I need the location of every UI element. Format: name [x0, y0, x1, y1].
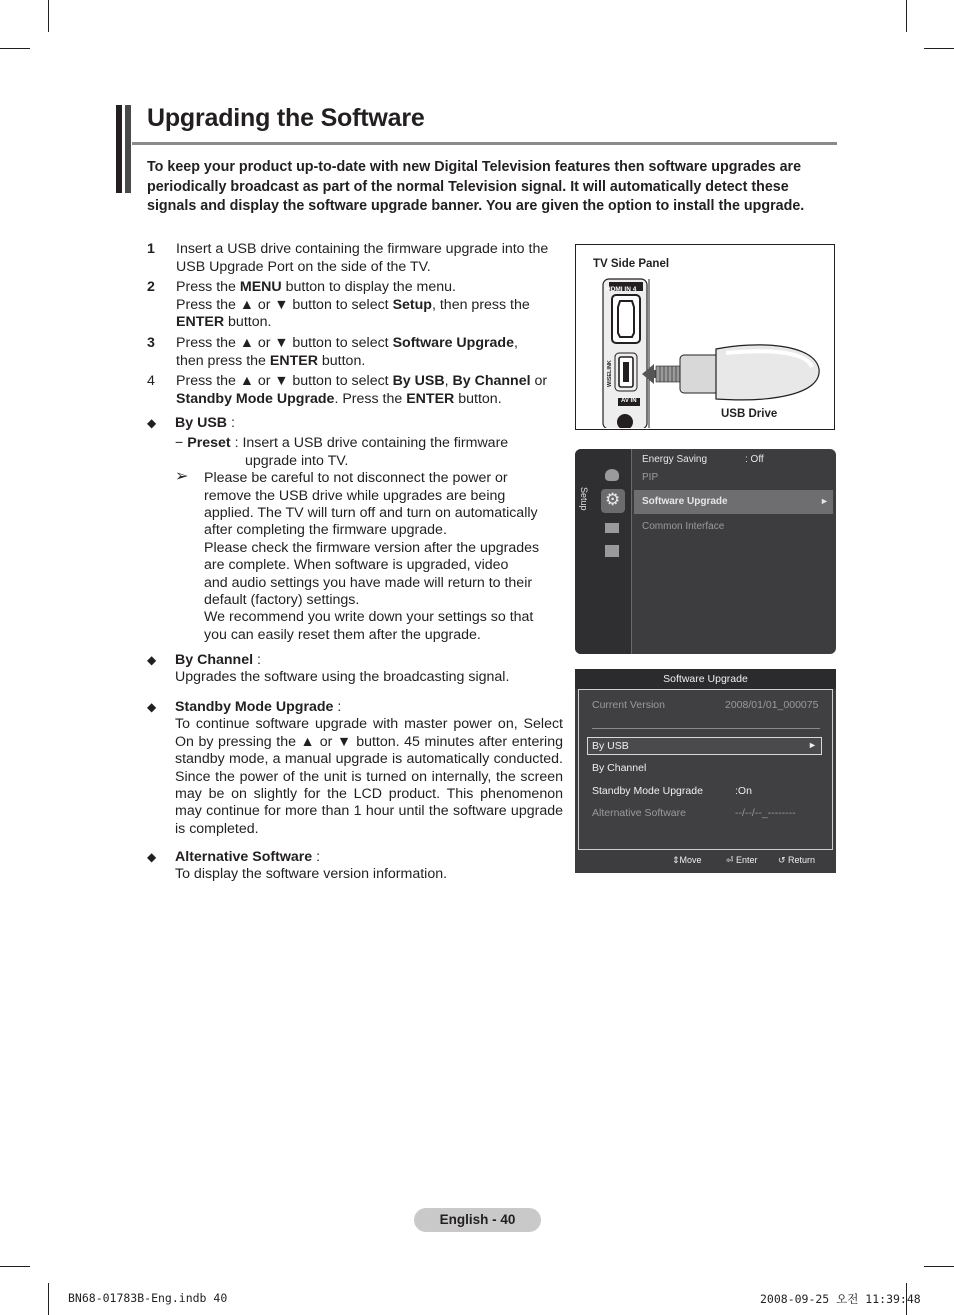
section-header: By USB	[175, 415, 228, 431]
note-line: applied. The TV will turn off and turn on automatically	[204, 505, 538, 522]
crop-mark	[0, 1266, 30, 1267]
step-3	[147, 335, 567, 370]
step-1	[147, 241, 567, 276]
crop-mark	[906, 0, 907, 32]
step-number: 3	[147, 334, 155, 351]
steps-list	[147, 241, 567, 411]
menu-item-energy-saving[interactable]: Energy Saving	[642, 454, 708, 465]
step-number: 2	[147, 279, 155, 296]
step-keyword: Software Upgrade	[392, 334, 514, 351]
step-number: 4	[147, 373, 155, 390]
section-by-channel	[147, 652, 567, 692]
diamond-bullet-icon: ◆	[147, 653, 157, 667]
step-text: button.	[224, 314, 272, 331]
section-by-usb	[147, 415, 567, 645]
section-standby-upgrade	[147, 699, 567, 844]
note-line: Please be careful to not disconnect the power or	[204, 470, 508, 487]
chevron-right-icon: ►	[808, 740, 817, 750]
step-text: ,	[513, 334, 518, 351]
note-line: and audio settings you have made will return to their	[204, 574, 533, 591]
step-text: then press the	[176, 352, 270, 369]
footer-move	[672, 855, 702, 866]
note-line: you can easily reset them after the upgrade.	[204, 626, 481, 643]
step-text: or	[530, 373, 548, 390]
menu-item-value: : Off	[745, 454, 764, 465]
usb-port-illustration	[576, 245, 833, 428]
step-text: . Press the	[334, 390, 407, 407]
setup-menu-icon: ⚙	[601, 489, 625, 513]
tv-side-panel-figure	[575, 244, 835, 430]
note-line: after completing the firmware upgrade.	[204, 522, 447, 539]
return-icon: ↺	[778, 855, 789, 865]
footer-enter	[726, 855, 758, 866]
divider	[592, 728, 820, 729]
step-text: USB Upgrade Port on the side of the TV.	[176, 258, 431, 275]
crop-mark	[924, 48, 954, 49]
preset-label: Preset	[187, 435, 231, 452]
note-line: remove the USB drive while upgrades are being	[204, 487, 506, 504]
page-number-badge: English - 40	[414, 1208, 541, 1232]
software-upgrade-screenshot	[575, 669, 836, 873]
setup-menu-screenshot	[575, 449, 836, 654]
note-line: default (factory) settings.	[204, 592, 360, 609]
menu-item-software-upgrade[interactable]: Software Upgrade	[642, 496, 728, 507]
preset-text: upgrade into TV.	[245, 452, 349, 469]
note-line: Please check the firmware version after the upgrades	[204, 539, 540, 556]
step-text: Press the ▲ or ▼ button to select	[176, 296, 393, 313]
section-alternative-software	[147, 849, 567, 889]
step-number: 1	[147, 241, 155, 257]
picture-menu-icon	[605, 469, 619, 481]
option-alternative-software[interactable]: Alternative Software	[592, 807, 686, 819]
dash-icon: −	[175, 435, 188, 452]
alternative-software-value: --/--/--_--------	[735, 807, 796, 819]
option-standby-mode-upgrade[interactable]: Standby Mode Upgrade	[592, 785, 703, 797]
hdmi-port-label: HDMI IN 4	[606, 286, 637, 293]
menu-sidebar	[575, 449, 632, 654]
updown-icon: ⇕	[672, 855, 680, 865]
crop-mark	[924, 1266, 954, 1267]
step-text: ,	[444, 373, 453, 390]
section-colon: :	[312, 849, 321, 865]
step-text: Press the	[176, 279, 240, 296]
step-text: button.	[454, 390, 502, 407]
step-text: button to display the menu.	[281, 279, 456, 296]
step-text: Press the ▲ or ▼ button to select	[176, 334, 393, 351]
crop-mark	[48, 0, 49, 32]
usb-drive-label: USB Drive	[721, 408, 778, 420]
section-text: Upgrades the software using the broadcasting signal.	[175, 669, 510, 686]
step-keyword: By USB	[392, 373, 445, 390]
menu-item-common-interface[interactable]: Common Interface	[642, 521, 725, 532]
preset-text: : Insert a USB drive containing the firmware	[230, 435, 509, 452]
menu-item-pip[interactable]: PIP	[642, 472, 659, 483]
setup-side-label: Setup	[579, 487, 589, 511]
step-4	[147, 373, 567, 408]
title-rule	[132, 142, 837, 145]
enter-icon: ⏎	[726, 855, 737, 865]
note-line: are complete. When software is upgraded, video	[204, 557, 509, 574]
section-colon: :	[253, 652, 261, 668]
diamond-bullet-icon: ◆	[147, 700, 157, 714]
section-header: Standby Mode Upgrade	[175, 699, 334, 715]
standby-value: :On	[735, 785, 752, 797]
step-text: , then press the	[431, 296, 530, 313]
step-text: Press the ▲ or ▼ button to select	[176, 373, 393, 390]
option-by-channel[interactable]: By Channel	[592, 762, 647, 774]
diamond-bullet-icon: ◆	[147, 850, 157, 864]
print-slug-file: BN68-01783B-Eng.indb 40	[68, 1291, 228, 1305]
step-2	[147, 279, 567, 332]
intro-text: To keep your product up-to-date with new Digital Television features then software upgrades are periodically broadcast as part of the normal Television signal. It will automatically detect these signals and display the software upgrade banner. You are given the option to install the upgrade.	[147, 159, 805, 214]
current-version-label: Current Version	[592, 699, 665, 711]
page-title: Upgrading the Software	[147, 104, 425, 132]
section-colon: :	[333, 699, 342, 715]
step-keyword: By Channel	[452, 373, 531, 390]
footer-label: Move	[679, 855, 702, 865]
crop-mark	[0, 48, 30, 49]
av-in-label: AV IN	[621, 398, 637, 404]
footer-label: Return	[788, 855, 816, 865]
diamond-bullet-icon: ◆	[147, 416, 157, 430]
footer-label: Enter	[736, 855, 758, 865]
chevron-right-icon: ►	[820, 496, 829, 506]
option-by-usb[interactable]: By USB	[592, 740, 629, 752]
step-keyword: ENTER	[406, 390, 455, 407]
wiselink-label: WISELINK	[607, 360, 613, 387]
print-slug-date: 2008-09-25 오전 11:39:48	[760, 1292, 921, 1306]
section-header: By Channel	[175, 652, 254, 668]
title-bars	[116, 105, 132, 193]
note-line: We recommend you write down your settings so that	[204, 609, 534, 626]
section-header: Alternative Software	[175, 849, 313, 865]
step-keyword: Setup	[392, 296, 432, 313]
step-text: Insert a USB drive containing the firmware upgrade into the	[176, 241, 549, 257]
step-text: button.	[317, 352, 366, 369]
current-version-value: 2008/01/01_000075	[725, 699, 819, 711]
step-keyword: ENTER	[176, 314, 225, 331]
step-keyword: ENTER	[269, 352, 318, 369]
section-colon: :	[227, 415, 235, 431]
section-text: To display the software version information.	[175, 866, 448, 883]
note-arrow-icon: ➢	[175, 468, 189, 486]
figure-label: TV Side Panel	[593, 258, 670, 270]
application-menu-icon	[605, 545, 619, 557]
input-menu-icon	[605, 523, 619, 533]
step-keyword: MENU	[239, 279, 282, 296]
crop-mark	[48, 1283, 49, 1315]
section-text: To continue software upgrade with master power on, Select On by pressing the ▲ or ▼ button. 45 minutes after entering standby mode, a manual upgrade is automatically conducted. Since the power of the unit is turned on internally, the screen may be on slightly for the LCD product. This phenomenon may continue for more than 1 hour until the software upgrade is completed.	[175, 716, 563, 837]
dialog-title: Software Upgrade	[575, 669, 836, 689]
step-keyword: Standby Mode Upgrade	[176, 390, 335, 407]
footer-return	[778, 855, 815, 866]
